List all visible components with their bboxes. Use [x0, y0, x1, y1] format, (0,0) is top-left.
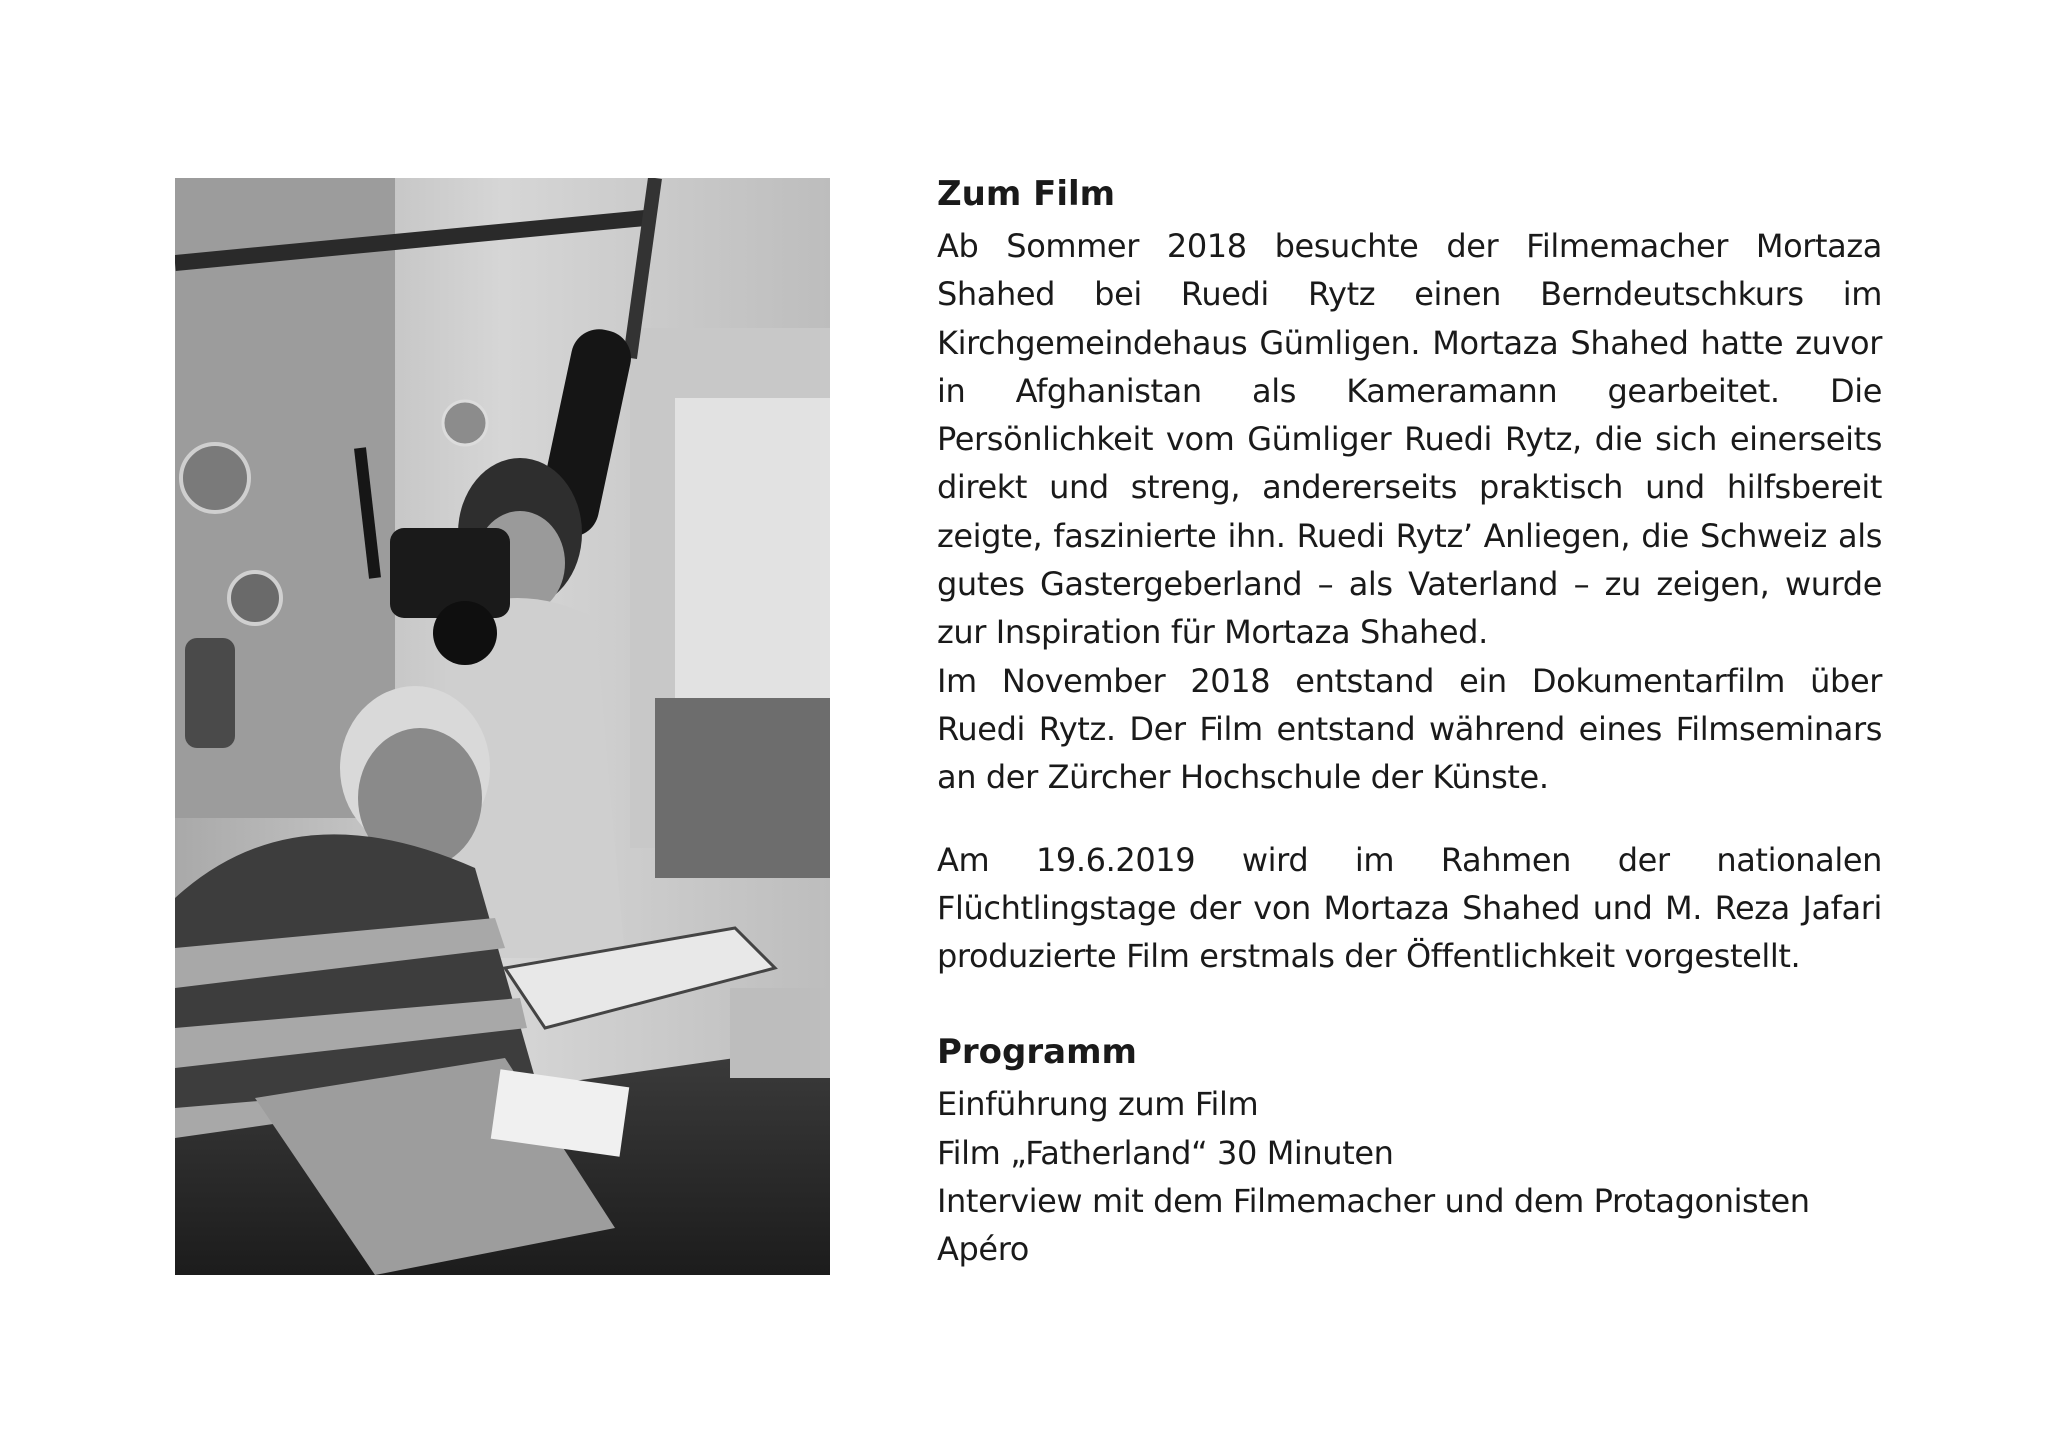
programm-item: Apéro: [937, 1230, 1029, 1269]
film-paragraph-2: Im November 2018 entstand ein Dokumentarfilm über Ruedi Rytz. Der Film entstand während eines Filmseminars an der Zürcher Hochschule der Künste.: [937, 661, 1882, 797]
spacer: [937, 980, 1882, 1028]
film-paragraph-1: Ab Sommer 2018 besuchte der Filmemacher Mortaza Shahed bei Ruedi Rytz einen Berndeutschkurs im Kirchgemeindehaus Gümligen. Mortaza Shahed hatte zuvor in Afghanistan als Kameramann gearbeitet. Die Persönlichkeit vom Gümliger Ruedi Rytz, die sich einerseits direkt und streng, andererseits praktisch und hilfsbereit zeigte, faszinierte ihn. Ruedi Rytz’ Anliegen, die Schweiz als gutes Gastergeberland – als Vaterland – zu zeigen, wurde zur Inspiration für Mortaza Shahed.: [937, 227, 1882, 652]
film-heading: Zum Film: [937, 174, 1116, 214]
programm-item: Film „Fatherland“ 30 Minuten: [937, 1133, 1394, 1172]
text-column: [937, 170, 1882, 1274]
programm-list: [937, 1080, 1882, 1273]
programm-item: Einführung zum Film: [937, 1085, 1259, 1124]
programm-heading: Programm: [937, 1032, 1137, 1073]
film-still-photo: [175, 178, 830, 1275]
programm-item: Interview mit dem Filmemacher und dem Protagonisten: [937, 1182, 1810, 1221]
film-paragraph-3: Am 19.6.2019 wird im Rahmen der nationalen Flüchtlingstage der von Mortaza Shahed und M. Reza Jafari produzierte Film erstmals der Öffentlichkeit vorgestellt.: [937, 840, 1882, 976]
spacer: [937, 802, 1882, 836]
